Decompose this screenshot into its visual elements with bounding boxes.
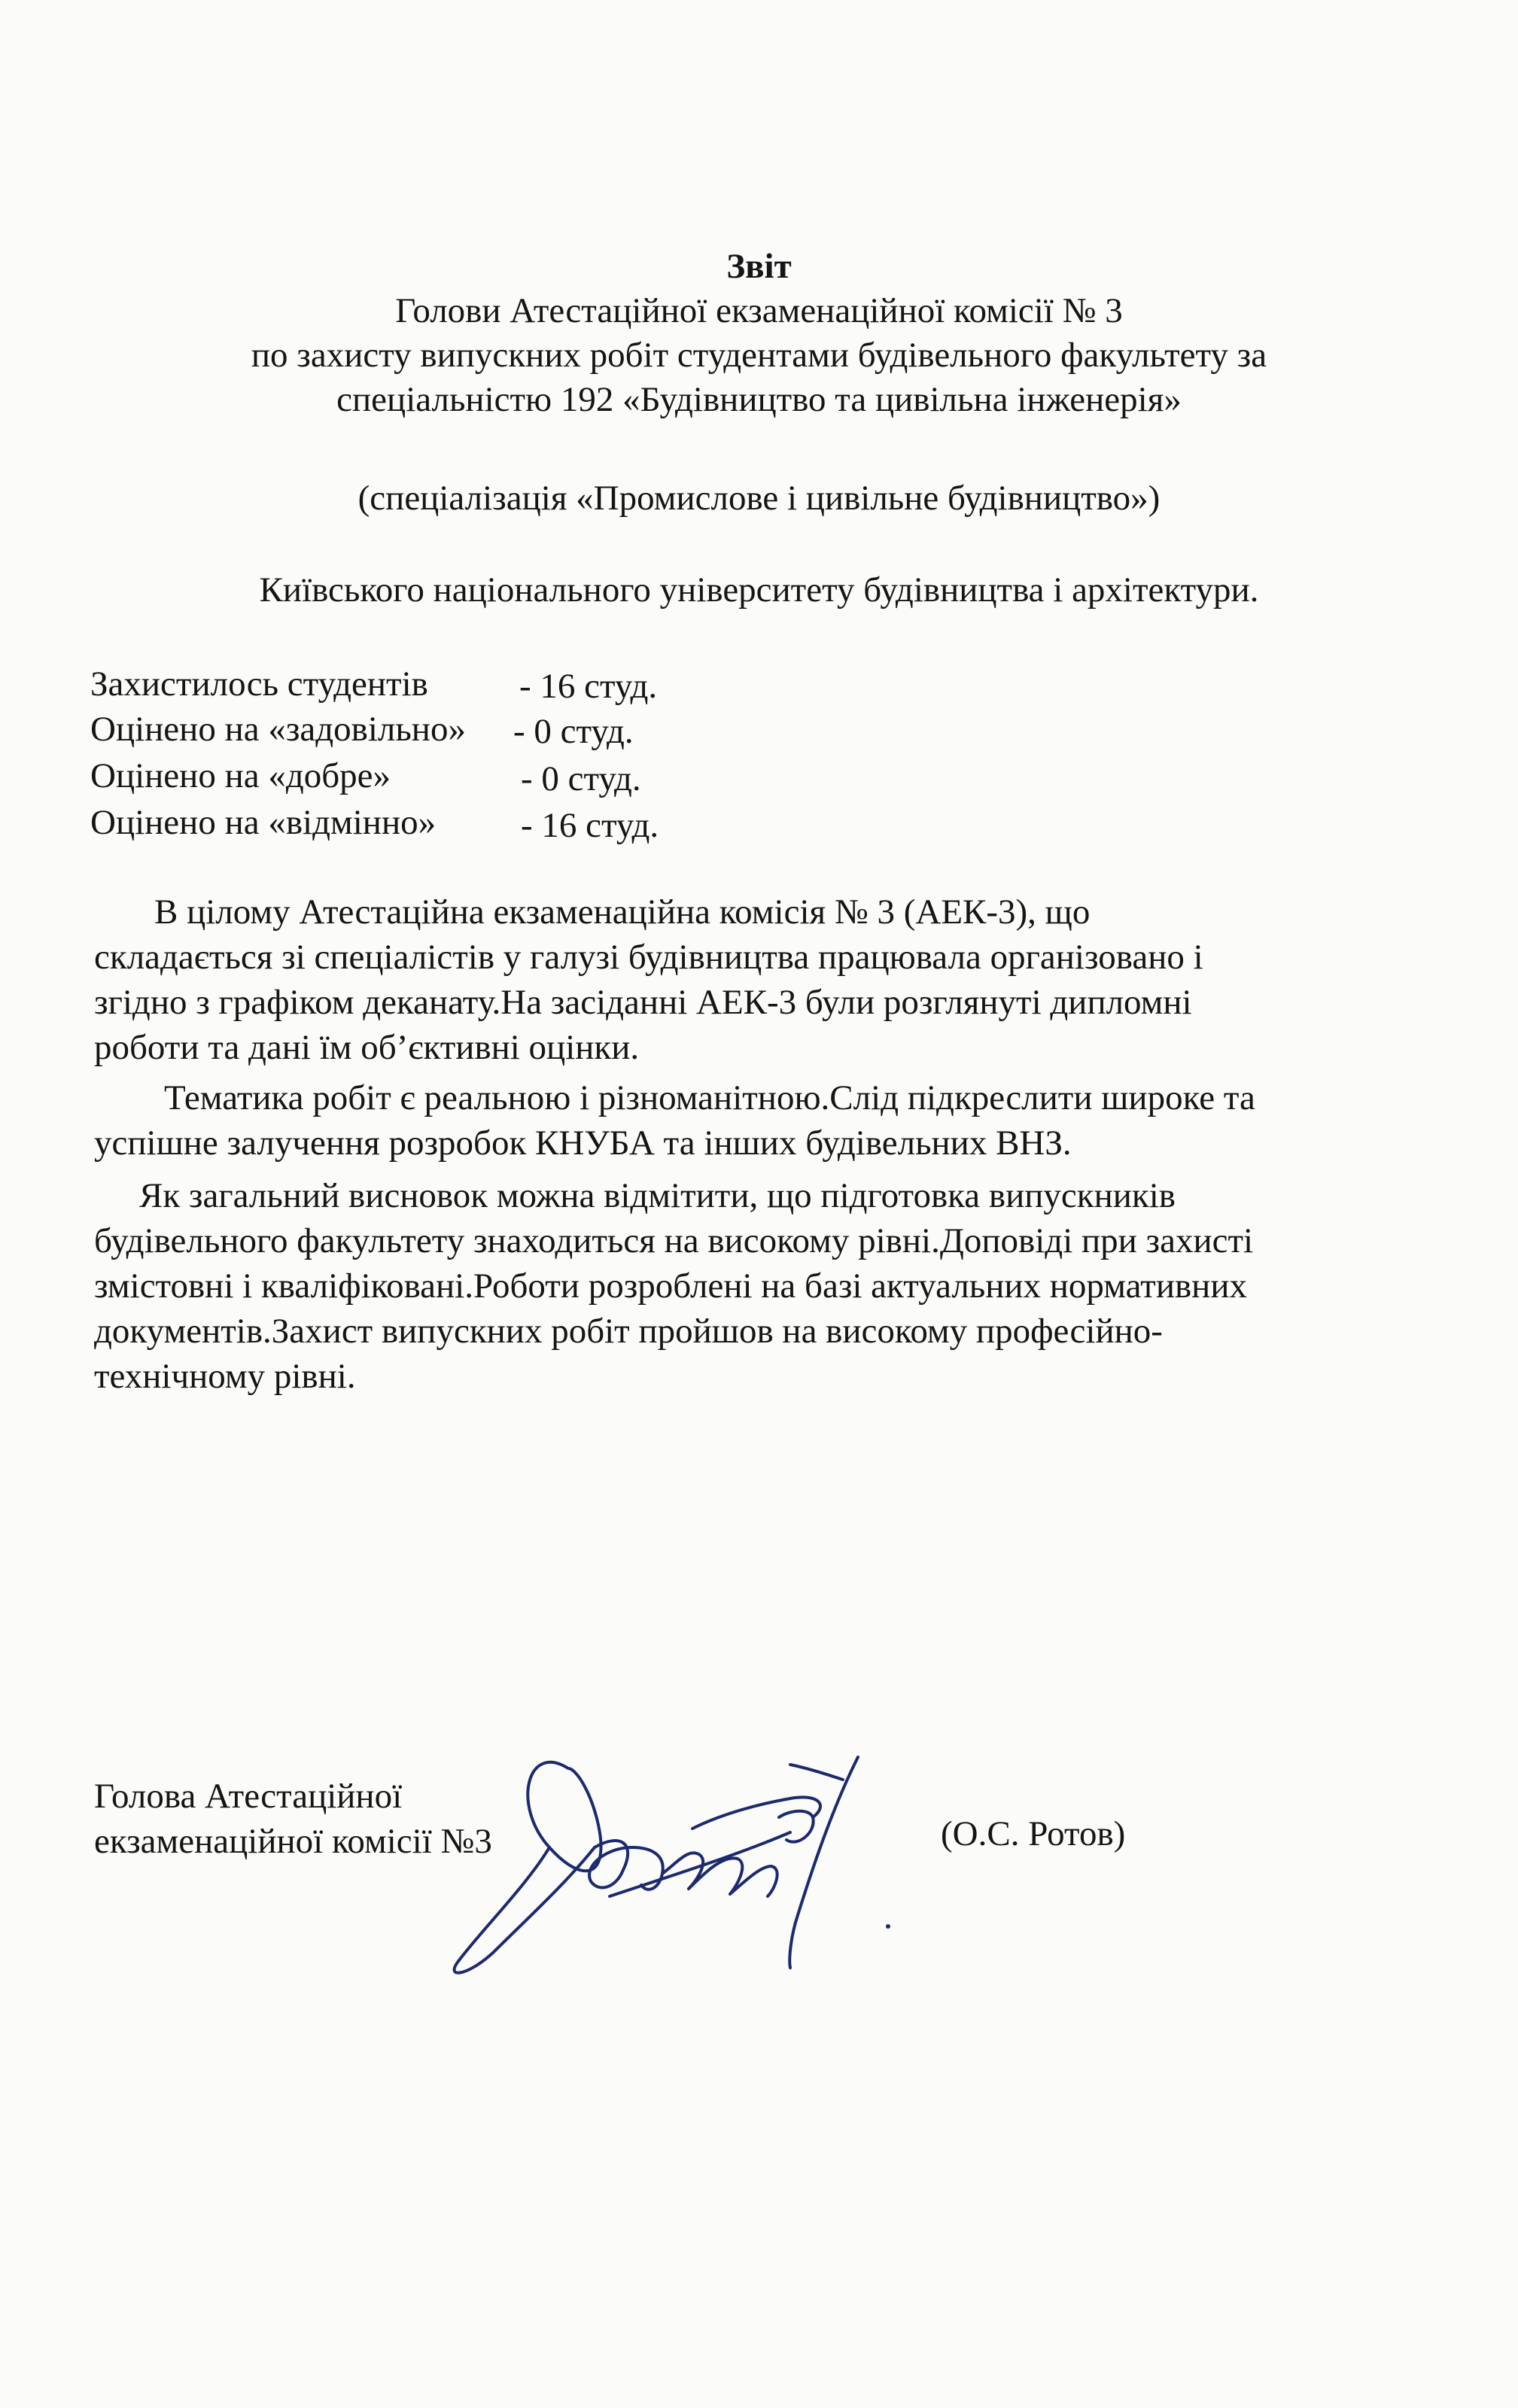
paragraph-1-line-1: В цілому Атестаційна екзаменаційна комісія № 3 (АЕК-3), що	[154, 892, 1091, 932]
stat-value-excellent: - 16 студ.	[521, 806, 659, 845]
paragraph-1-line-3: згідно з графіком деканату.На засіданні АЕК-3 були розглянуті дипломні	[94, 983, 1192, 1022]
paragraph-3-line-2: будівельного факультету знаходиться на високому рівні.Доповіді при захисті	[94, 1221, 1254, 1260]
document-title: Звіт	[726, 247, 792, 286]
handwritten-signature	[437, 1735, 933, 1983]
paragraph-3-line-3: змістовні і кваліфіковані.Роботи розроблені на базі актуальних нормативних	[94, 1266, 1247, 1306]
stat-value-satisfactory: - 0 студ.	[513, 712, 634, 751]
stat-label-good: Оцінено на «добре»	[90, 756, 391, 795]
stat-value-defended: - 16 студ.	[519, 667, 658, 706]
signatory-role-line-1: Голова Атестаційної	[94, 1777, 403, 1816]
stat-label-defended: Захистилось студентів	[90, 664, 428, 704]
header-line-2: по захисту випускних робіт студентами будівельного факультету за	[251, 336, 1267, 375]
university-line: Київського національного університету будівництва і архітектури.	[259, 570, 1259, 610]
paragraph-1-line-2: складається зі спеціалістів у галузі будівництва працювала організовано і	[94, 938, 1203, 977]
stat-value-good: - 0 студ.	[521, 759, 641, 798]
stat-label-excellent: Оцінено на «відмінно»	[90, 803, 437, 842]
paragraph-3-line-4: документів.Захист випускних робіт пройшов на високому професійно-	[94, 1312, 1163, 1351]
paragraph-3-line-1: Як загальний висновок можна відмітити, що підготовка випускників	[139, 1176, 1176, 1215]
signatory-role-line-2: екзаменаційної комісії №3	[94, 1822, 492, 1861]
specialization-line: (спеціалізація «Промислове і цивільне будівництво»)	[357, 479, 1161, 518]
header-line-3: спеціальністю 192 «Будівництво та цивільна інженерія»	[336, 380, 1182, 419]
paragraph-2-line-2: успішне залучення розробок КНУБА та інших будівельних ВНЗ.	[94, 1123, 1072, 1163]
paragraph-1-line-4: роботи та дані їм об’єктивні оцінки.	[94, 1028, 640, 1067]
signatory-name: (О.С. Ротов)	[941, 1814, 1126, 1853]
paragraph-3-line-5: технічному рівні.	[94, 1357, 356, 1396]
paragraph-2-line-1: Тематика робіт є реальною і різноманітною.Слід підкреслити широке та	[164, 1078, 1255, 1117]
header-line-1: Голови Атестаційної екзаменаційної комісії № 3	[395, 291, 1123, 330]
stat-label-satisfactory: Оцінено на «задовільно»	[90, 710, 466, 749]
